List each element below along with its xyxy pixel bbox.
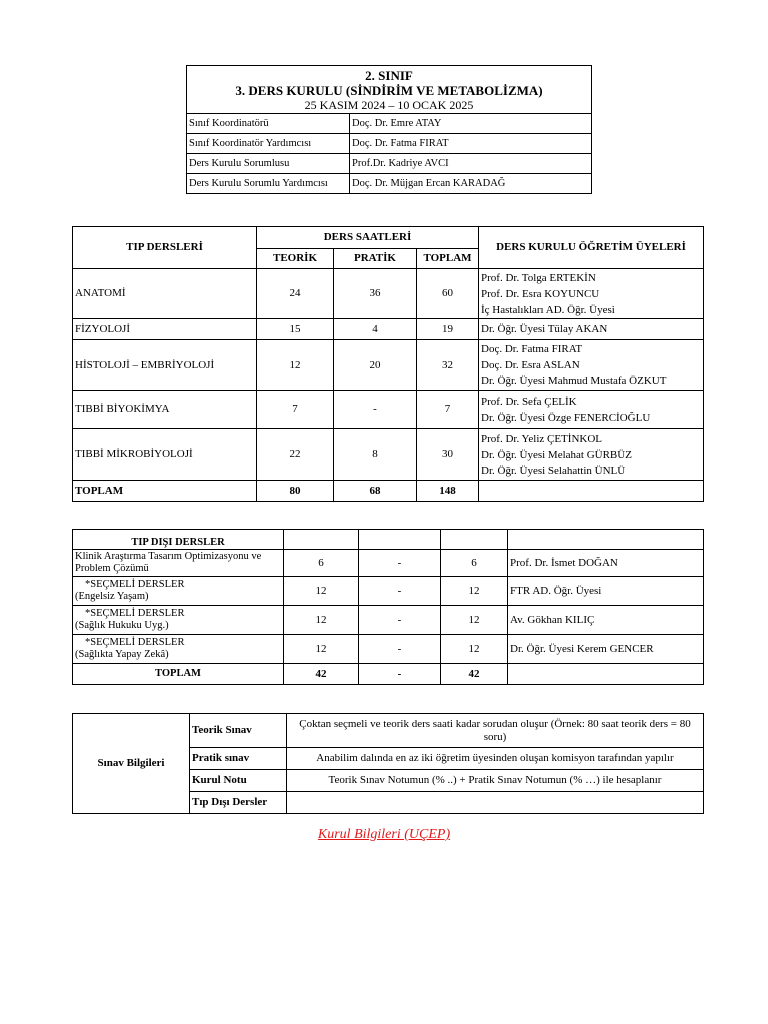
col-header-staff: DERS KURULU ÖĞRETİM ÜYELERİ: [479, 227, 704, 269]
staff-name: FTR AD. Öğr. Üyesi: [508, 577, 704, 606]
table-row: [73, 577, 704, 606]
coordinator-value: Doç. Dr. Emre ATAY: [350, 114, 592, 134]
staff-list: [479, 319, 704, 340]
pratik-hours: -: [359, 635, 441, 664]
course-name-line2: Problem Çözümü: [75, 563, 149, 574]
exam-value: Anabilim dalında en az iki öğretim üyesinden oluşan komisyon tarafından yapılır: [287, 748, 704, 770]
course-dates: 25 KASIM 2024 – 10 OCAK 2025: [304, 97, 474, 112]
assistant-coordinator-value: Doç. Dr. Fatma FIRAT: [350, 134, 592, 154]
staff-name: Dr. Öğr. Üyesi Özge FENERCİOĞLU: [481, 411, 651, 424]
staff-name: Dr. Öğr. Üyesi Selahattin ÜNLÜ: [481, 464, 626, 477]
empty-header-cell: [359, 530, 441, 550]
pratik-hours: 8: [334, 429, 417, 481]
teorik-hours: 7: [257, 391, 334, 429]
total-staff-empty: [508, 664, 704, 685]
col-header-course: TIP DERSLERİ: [73, 227, 257, 269]
total-teorik: 80: [257, 481, 334, 502]
staff-name: Doç. Dr. Fatma FIRAT: [481, 343, 583, 355]
col-header-pratik: PRATİK: [334, 249, 417, 269]
total-row: [73, 481, 704, 502]
staff-name: Prof. Dr. Tolga ERTEKİN: [481, 271, 596, 284]
course-name: [73, 550, 284, 577]
staff-name: Prof. Dr. Yeliz ÇETİNKOL: [481, 432, 602, 445]
staff-name: Doç. Dr. Esra ASLAN: [481, 359, 580, 371]
staff-list: [479, 340, 704, 391]
course-name-line1: *SEÇMELİ DERSLER: [85, 637, 185, 648]
table-row: [73, 550, 704, 577]
pratik-hours: -: [359, 606, 441, 635]
exam-key: Teorik Sınav: [190, 714, 287, 748]
medical-courses-table: [72, 226, 704, 502]
teorik-hours: 15: [257, 319, 334, 340]
exam-info-label: Sınav Bilgileri: [73, 714, 190, 814]
total-toplam: 148: [417, 481, 479, 502]
teorik-hours: 12: [284, 635, 359, 664]
course-name-line2: (Engelsiz Yaşam): [75, 591, 149, 602]
table-row: [73, 635, 704, 664]
toplam-hours: 19: [417, 319, 479, 340]
teorik-hours: 12: [257, 340, 334, 391]
staff-name: Av. Gökhan KILIÇ: [508, 606, 704, 635]
course-name: [73, 577, 284, 606]
course-responsible-key: Ders Kurulu Sorumlusu: [187, 154, 350, 174]
course-name: FİZYOLOJİ: [73, 319, 257, 340]
course-responsible-assistant-value: Doç. Dr. Müjgan Ercan KARADAĞ: [350, 174, 592, 194]
total-pratik: -: [359, 664, 441, 685]
assistant-coordinator-key: Sınıf Koordinatör Yardımcısı: [187, 134, 350, 154]
table-row: [73, 319, 704, 340]
teorik-hours: 12: [284, 606, 359, 635]
exam-info-table: [72, 713, 704, 814]
course-name-line2: (Sağlık Hukuku Uyg.): [75, 620, 169, 631]
course-name-line2: (Sağlıkta Yapay Zekâ): [75, 649, 169, 660]
exam-key: Tıp Dışı Dersler: [190, 792, 287, 814]
teorik-hours: 12: [284, 577, 359, 606]
pratik-hours: 36: [334, 269, 417, 319]
staff-name: Prof. Dr. Sefa ÇELİK: [481, 395, 577, 408]
exam-key: Kurul Notu: [190, 770, 287, 792]
non-medical-title: TIP DIŞI DERSLER: [73, 530, 284, 550]
course-responsible-assistant-key: Ders Kurulu Sorumlu Yardımcısı: [187, 174, 350, 194]
total-pratik: 68: [334, 481, 417, 502]
class-label: 2. SINIF: [365, 67, 413, 83]
pratik-hours: 20: [334, 340, 417, 391]
staff-name: İç Hastalıkları AD. Öğr. Üyesi: [481, 303, 615, 316]
toplam-hours: 12: [441, 606, 508, 635]
teorik-hours: 22: [257, 429, 334, 481]
course-title-cell: [187, 66, 592, 114]
pratik-hours: -: [359, 577, 441, 606]
course-name: [73, 635, 284, 664]
toplam-hours: 12: [441, 577, 508, 606]
course-name: TIBBİ BİYOKİMYA: [73, 391, 257, 429]
table-row: [73, 429, 704, 481]
course-name: [73, 606, 284, 635]
table-row: [73, 340, 704, 391]
col-header-toplam: TOPLAM: [417, 249, 479, 269]
toplam-hours: 30: [417, 429, 479, 481]
course-responsible-value: Prof.Dr. Kadriye AVCI: [350, 154, 592, 174]
course-title: 3. DERS KURULU (SİNDİRİM VE METABOLİZMA): [235, 82, 543, 98]
pratik-hours: -: [359, 550, 441, 577]
toplam-hours: 32: [417, 340, 479, 391]
staff-name: Dr. Öğr. Üyesi Tülay AKAN: [481, 323, 608, 335]
toplam-hours: 6: [441, 550, 508, 577]
teorik-hours: 6: [284, 550, 359, 577]
teorik-hours: 24: [257, 269, 334, 319]
total-label: TOPLAM: [73, 664, 284, 685]
staff-name: Dr. Öğr. Üyesi Kerem GENCER: [508, 635, 704, 664]
total-staff-empty: [479, 481, 704, 502]
course-name: ANATOMİ: [73, 269, 257, 319]
table-row: [73, 391, 704, 429]
total-row: [73, 664, 704, 685]
pratik-hours: 4: [334, 319, 417, 340]
col-header-hours: DERS SAATLERİ: [257, 227, 479, 249]
empty-header-cell: [284, 530, 359, 550]
pratik-hours: -: [334, 391, 417, 429]
course-name: TIBBİ MİKROBİYOLOJİ: [73, 429, 257, 481]
col-header-teorik: TEORİK: [257, 249, 334, 269]
staff-name: Prof. Dr. İsmet DOĞAN: [508, 550, 704, 577]
course-name-line1: Klinik Araştırma Tasarım Optimizasyonu ve: [75, 551, 262, 562]
course-name: HİSTOLOJİ – EMBRİYOLOJİ: [73, 340, 257, 391]
course-name-line1: *SEÇMELİ DERSLER: [85, 608, 185, 619]
toplam-hours: 7: [417, 391, 479, 429]
exam-value: Teorik Sınav Notumun (% ..) + Pratik Sınav Notumun (% …) ile hesaplanır: [287, 770, 704, 792]
empty-header-cell: [441, 530, 508, 550]
coordinator-key: Sınıf Koordinatörü: [187, 114, 350, 134]
total-teorik: 42: [284, 664, 359, 685]
exam-value: Çoktan seçmeli ve teorik ders saati kadar sorudan oluşur (Örnek: 80 saat teorik ders = 80 soru): [287, 714, 704, 748]
exam-key: Pratik sınav: [190, 748, 287, 770]
toplam-hours: 60: [417, 269, 479, 319]
toplam-hours: 12: [441, 635, 508, 664]
exam-value: [287, 792, 704, 814]
total-label: TOPLAM: [73, 481, 257, 502]
staff-list: [479, 429, 704, 481]
table-row: [73, 606, 704, 635]
staff-list: [479, 269, 704, 319]
staff-name: Dr. Öğr. Üyesi Mahmud Mustafa ÖZKUT: [481, 375, 667, 387]
curriculum-info-link[interactable]: Kurul Bilgileri (UÇEP): [317, 827, 451, 842]
course-name-line1: *SEÇMELİ DERSLER: [85, 579, 185, 590]
staff-name: Dr. Öğr. Üyesi Melahat GÜRBÜZ: [481, 448, 632, 461]
empty-header-cell: [508, 530, 704, 550]
staff-list: [479, 391, 704, 429]
non-medical-courses-table: [72, 529, 704, 685]
staff-name: Prof. Dr. Esra KOYUNCU: [481, 287, 600, 300]
course-info-table: [186, 65, 592, 194]
total-toplam: 42: [441, 664, 508, 685]
table-row: [73, 269, 704, 319]
